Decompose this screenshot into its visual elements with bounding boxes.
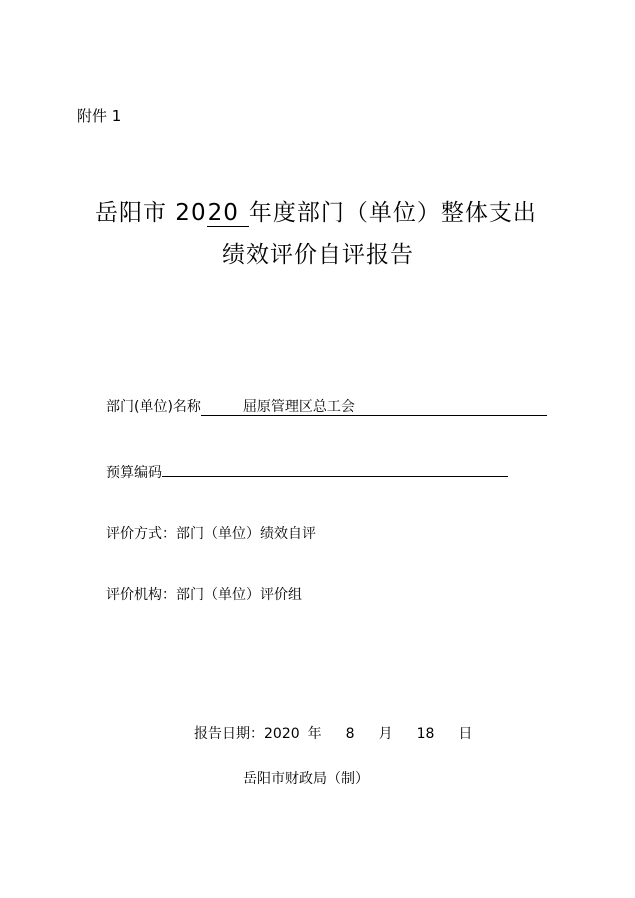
title-prefix: 岳阳市 20 [95, 200, 207, 226]
report-date-row [194, 723, 472, 743]
evaluation-method-label: 评价方式： [106, 526, 176, 542]
evaluation-org-row [106, 584, 302, 604]
dept-name-label: 部门(单位)名称 [106, 399, 201, 415]
title-suffix: 年度部门（单位）整体支出 [248, 200, 537, 226]
document-title-line2: 绩效评价自评报告 [222, 242, 414, 268]
budget-code-row [106, 459, 508, 482]
report-date-month: 8 [345, 726, 355, 742]
attachment-label: 附件 1 [77, 107, 122, 125]
evaluation-org-value: 部门（单位）评价组 [176, 587, 302, 603]
issuer-label: 岳阳市财政局（制） [243, 771, 369, 787]
dept-name-value: 屈原管理区总工会 [242, 399, 355, 415]
dept-name-row [106, 396, 547, 416]
evaluation-method-value: 部门（单位）绩效自评 [176, 526, 316, 542]
report-date-year-unit: 年 [307, 726, 322, 742]
report-date-year: 2020 [264, 726, 300, 742]
budget-code-field [162, 459, 508, 477]
report-date-day-unit: 日 [458, 726, 473, 742]
evaluation-method-row [106, 523, 316, 543]
document-title-line1 [95, 194, 537, 227]
evaluation-org-label: 评价机构： [106, 587, 176, 603]
report-date-label: 报告日期： [194, 726, 264, 742]
title-year-underlined: 20 [207, 200, 249, 227]
report-date-day: 18 [416, 726, 435, 742]
dept-name-field [201, 400, 547, 416]
budget-code-label: 预算编码 [106, 465, 162, 481]
report-date-month-unit: 月 [378, 726, 393, 742]
